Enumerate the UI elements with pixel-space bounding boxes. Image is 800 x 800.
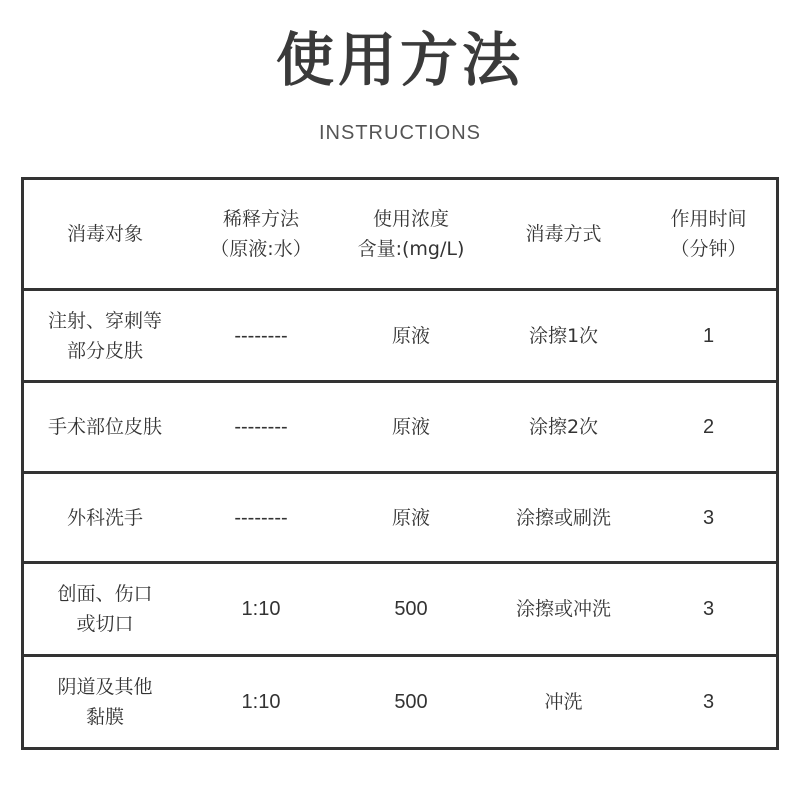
cell-method: 涂擦2次 bbox=[528, 416, 599, 438]
cell-time: 3 bbox=[702, 691, 715, 713]
cell-concentration: 500 bbox=[394, 598, 428, 620]
header-concentration: 使用浓度 含量:(mg/L) bbox=[357, 208, 465, 260]
cell-dilution: 1:10 bbox=[241, 598, 281, 620]
cell-method: 冲洗 bbox=[544, 691, 583, 713]
header-action-time: 作用时间 （分钟） bbox=[670, 208, 747, 260]
cell-method: 涂擦或刷洗 bbox=[515, 506, 611, 529]
cell-method: 涂擦1次 bbox=[528, 324, 599, 347]
table-row bbox=[24, 564, 776, 657]
cell-concentration: 原液 bbox=[391, 416, 430, 438]
page-title: 使用方法 bbox=[275, 26, 524, 94]
cell-target: 阴道及其他 黏膜 bbox=[57, 676, 153, 728]
cell-method: 涂擦或冲洗 bbox=[515, 598, 611, 620]
cell-time: 1 bbox=[702, 324, 715, 347]
cell-dilution: -------- bbox=[234, 506, 288, 529]
header-disinfection-target: 消毒对象 bbox=[66, 223, 143, 245]
header-dilution-method: 稀释方法 （原液:水） bbox=[210, 208, 312, 260]
cell-concentration: 500 bbox=[394, 691, 428, 713]
cell-time: 2 bbox=[702, 416, 715, 438]
page-subtitle: INSTRUCTIONS bbox=[319, 122, 481, 144]
header-disinfection-method: 消毒方式 bbox=[525, 223, 602, 245]
table-header-row bbox=[24, 180, 776, 291]
table-row bbox=[24, 657, 776, 747]
cell-target: 创面、伤口 或切口 bbox=[57, 583, 153, 635]
cell-target: 手术部位皮肤 bbox=[47, 416, 162, 438]
cell-target: 注射、穿刺等 部分皮肤 bbox=[47, 309, 162, 362]
table-row bbox=[24, 474, 776, 564]
cell-concentration: 原液 bbox=[391, 324, 430, 347]
cell-concentration: 原液 bbox=[391, 506, 430, 529]
instructions-table bbox=[21, 177, 779, 750]
table-row bbox=[24, 383, 776, 474]
cell-target: 外科洗手 bbox=[66, 506, 143, 529]
cell-time: 3 bbox=[702, 598, 715, 620]
cell-dilution: -------- bbox=[234, 324, 288, 347]
cell-dilution: 1:10 bbox=[241, 691, 281, 713]
cell-time: 3 bbox=[702, 506, 715, 529]
table-row bbox=[24, 291, 776, 383]
cell-dilution: -------- bbox=[234, 416, 288, 438]
